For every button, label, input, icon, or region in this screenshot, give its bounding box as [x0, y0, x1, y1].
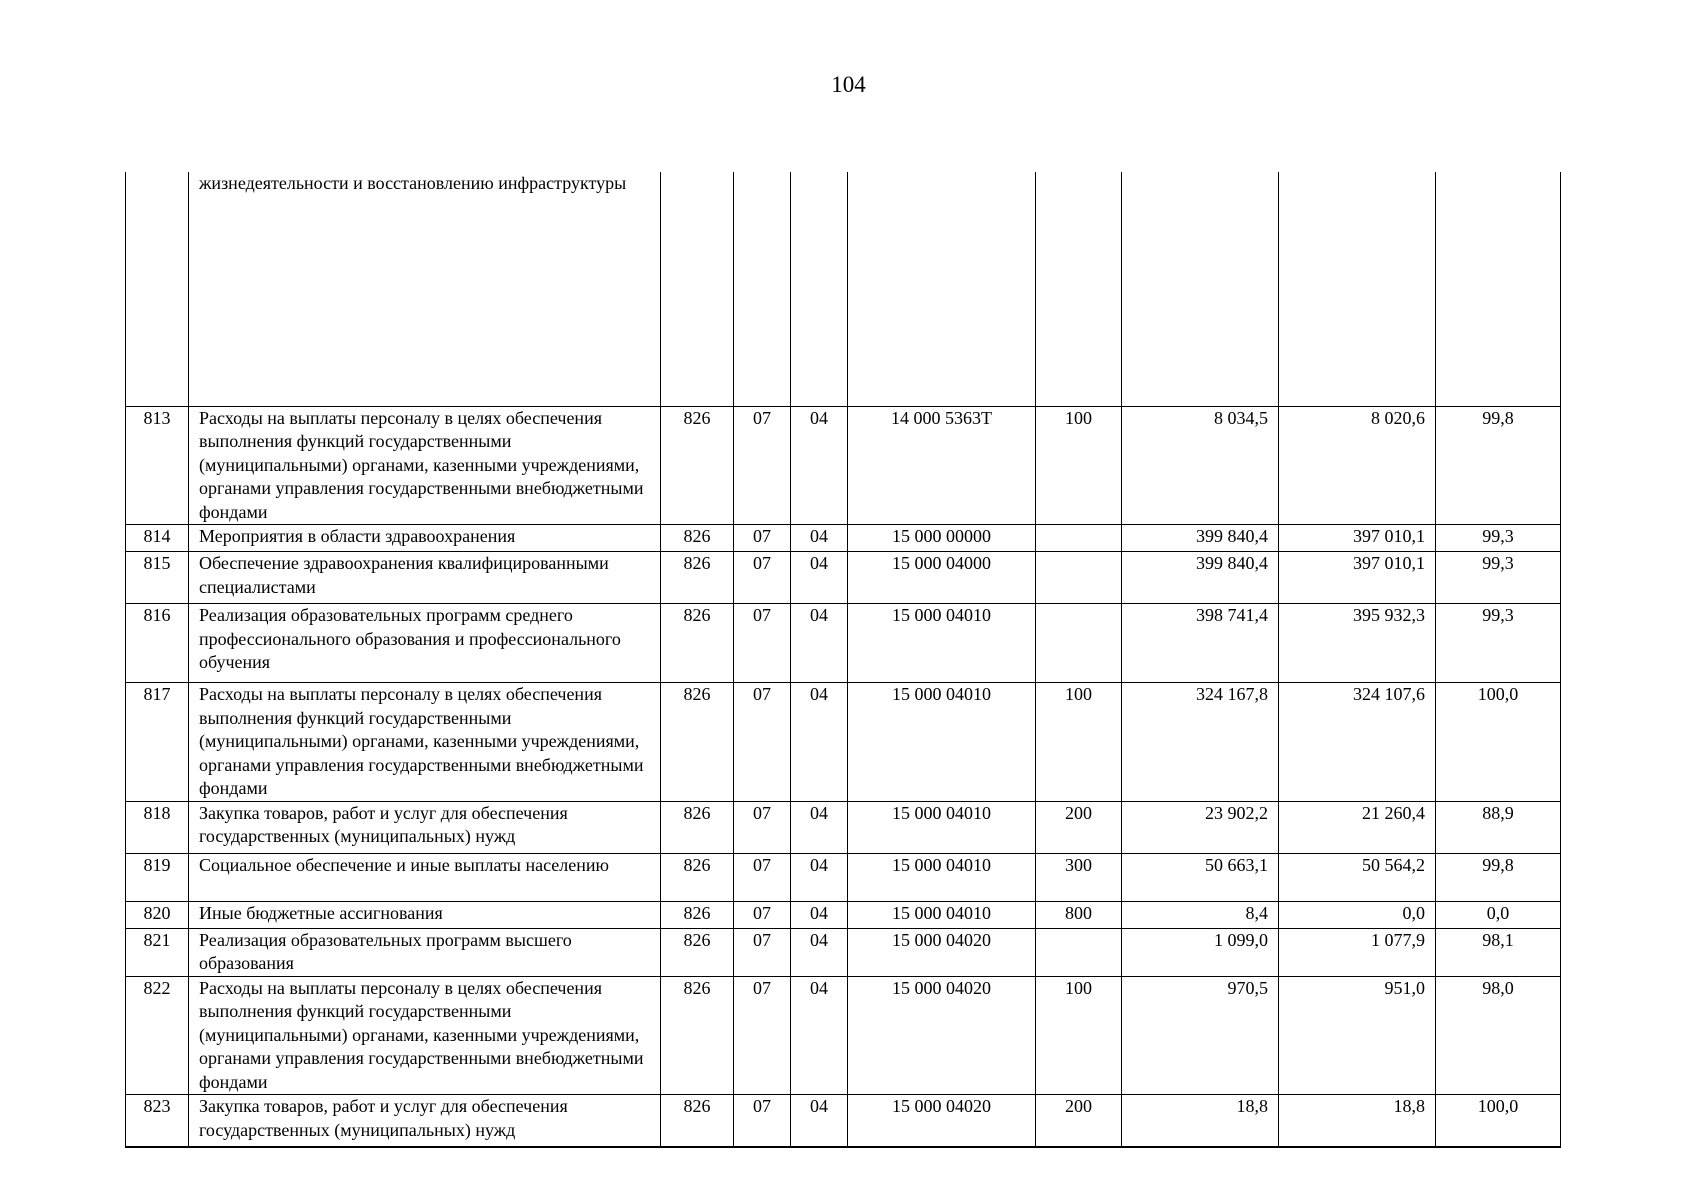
fact-amount-cell: 324 107,6	[1279, 683, 1436, 802]
row-name-cell: Закупка товаров, работ и услуг для обеспечения государственных (муниципальных) нужд	[189, 1095, 661, 1147]
plan-amount-cell: 1 099,0	[1122, 928, 1279, 976]
row-number-cell	[126, 172, 189, 406]
grbs-cell: 826	[661, 901, 734, 928]
plan-amount-cell: 8 034,5	[1122, 406, 1279, 525]
percent-cell: 99,3	[1436, 552, 1561, 604]
row-name-cell: Реализация образовательных программ высшего образования	[189, 928, 661, 976]
grbs-cell: 826	[661, 853, 734, 901]
section-cell: 07	[734, 552, 791, 604]
row-name-cell: Социальное обеспечение и иные выплаты населению	[189, 853, 661, 901]
target-article-cell: 15 000 04020	[848, 928, 1036, 976]
row-name-cell: Расходы на выплаты персоналу в целях обеспечения выполнения функций государственными (муниципальными) органами, казенными учреждениями, органами управления государственными внебюджетными фондами	[189, 976, 661, 1095]
subsection-cell: 04	[791, 928, 848, 976]
section-cell: 07	[734, 406, 791, 525]
percent-cell: 98,0	[1436, 976, 1561, 1095]
table-row	[126, 683, 1561, 802]
section-cell: 07	[734, 976, 791, 1095]
plan-amount-cell: 398 741,4	[1122, 604, 1279, 683]
row-number-cell: 823	[126, 1095, 189, 1147]
subsection-cell: 04	[791, 901, 848, 928]
plan-amount-cell: 324 167,8	[1122, 683, 1279, 802]
percent-cell: 99,3	[1436, 604, 1561, 683]
fact-amount-cell: 397 010,1	[1279, 552, 1436, 604]
row-number-cell: 820	[126, 901, 189, 928]
table-row	[126, 801, 1561, 853]
row-number-cell: 822	[126, 976, 189, 1095]
grbs-cell: 826	[661, 928, 734, 976]
section-cell: 07	[734, 604, 791, 683]
plan-amount-cell: 399 840,4	[1122, 525, 1279, 552]
fact-amount-cell: 50 564,2	[1279, 853, 1436, 901]
plan-amount-cell: 399 840,4	[1122, 552, 1279, 604]
fact-amount-cell: 18,8	[1279, 1095, 1436, 1147]
table-row	[126, 525, 1561, 552]
target-article-cell: 15 000 04000	[848, 552, 1036, 604]
grbs-cell: 826	[661, 1095, 734, 1147]
plan-amount-cell: 970,5	[1122, 976, 1279, 1095]
plan-amount-cell: 23 902,2	[1122, 801, 1279, 853]
row-name-cell: Закупка товаров, работ и услуг для обеспечения государственных (муниципальных) нужд	[189, 801, 661, 853]
table-row	[126, 901, 1561, 928]
expense-type-cell	[1036, 928, 1122, 976]
fact-amount-cell: 8 020,6	[1279, 406, 1436, 525]
grbs-cell: 826	[661, 406, 734, 525]
table-row	[126, 928, 1561, 976]
table-row	[126, 853, 1561, 901]
grbs-cell: 826	[661, 525, 734, 552]
grbs-cell: 826	[661, 604, 734, 683]
row-name-cell: Реализация образовательных программ среднего профессионального образования и профессионального обучения	[189, 604, 661, 683]
target-article-cell: 15 000 04010	[848, 801, 1036, 853]
budget-table	[125, 172, 1561, 1148]
percent-cell: 99,8	[1436, 853, 1561, 901]
subsection-cell: 04	[791, 1095, 848, 1147]
fact-amount-cell: 397 010,1	[1279, 525, 1436, 552]
table-row	[126, 552, 1561, 604]
percent-cell: 0,0	[1436, 901, 1561, 928]
fact-amount-cell: 1 077,9	[1279, 928, 1436, 976]
percent-cell: 99,3	[1436, 525, 1561, 552]
expense-type-cell	[1036, 604, 1122, 683]
section-cell: 07	[734, 901, 791, 928]
fact-amount-cell: 21 260,4	[1279, 801, 1436, 853]
subsection-cell: 04	[791, 552, 848, 604]
row-name-cell: Расходы на выплаты персоналу в целях обеспечения выполнения функций государственными (муниципальными) органами, казенными учреждениями, органами управления государственными внебюджетными фондами	[189, 683, 661, 802]
percent-cell: 98,1	[1436, 928, 1561, 976]
expense-type-cell: 200	[1036, 1095, 1122, 1147]
target-article-cell: 15 000 04010	[848, 901, 1036, 928]
target-article-cell: 15 000 04010	[848, 683, 1036, 802]
section-cell: 07	[734, 525, 791, 552]
expense-type-cell: 800	[1036, 901, 1122, 928]
target-article-cell: 15 000 04010	[848, 604, 1036, 683]
percent-cell: 99,8	[1436, 406, 1561, 525]
target-article-cell: 15 000 04020	[848, 976, 1036, 1095]
subsection-cell: 04	[791, 604, 848, 683]
row-number-cell: 821	[126, 928, 189, 976]
subsection-cell: 04	[791, 525, 848, 552]
table-row	[126, 1095, 1561, 1147]
row-number-cell: 814	[126, 525, 189, 552]
page-number: 104	[831, 72, 866, 97]
row-number-cell: 816	[126, 604, 189, 683]
row-name-cell: Мероприятия в области здравоохранения	[189, 525, 661, 552]
target-article-cell: 15 000 04020	[848, 1095, 1036, 1147]
table-row	[126, 604, 1561, 683]
table-row	[126, 406, 1561, 525]
section-cell: 07	[734, 853, 791, 901]
plan-amount-cell: 18,8	[1122, 1095, 1279, 1147]
section-cell: 07	[734, 928, 791, 976]
target-article-cell: 15 000 00000	[848, 525, 1036, 552]
fact-amount-cell: 951,0	[1279, 976, 1436, 1095]
row-name-cell: Обеспечение здравоохранения квалифицированными специалистами	[189, 552, 661, 604]
row-name-cell: Расходы на выплаты персоналу в целях обеспечения выполнения функций государственными (муниципальными) органами, казенными учреждениями, органами управления государственными внебюджетными фондами	[189, 406, 661, 525]
grbs-cell: 826	[661, 552, 734, 604]
target-article-cell: 15 000 04010	[848, 853, 1036, 901]
row-name-cell: Иные бюджетные ассигнования	[189, 901, 661, 928]
expense-type-cell	[1036, 552, 1122, 604]
grbs-cell: 826	[661, 683, 734, 802]
section-cell: 07	[734, 801, 791, 853]
expense-type-cell: 100	[1036, 406, 1122, 525]
percent-cell: 100,0	[1436, 1095, 1561, 1147]
expense-type-cell: 200	[1036, 801, 1122, 853]
subsection-cell: 04	[791, 976, 848, 1095]
plan-amount-cell: 50 663,1	[1122, 853, 1279, 901]
percent-cell: 88,9	[1436, 801, 1561, 853]
row-number-cell: 817	[126, 683, 189, 802]
fact-amount-cell: 395 932,3	[1279, 604, 1436, 683]
subsection-cell: 04	[791, 801, 848, 853]
row-number-cell: 818	[126, 801, 189, 853]
table-row-continued	[126, 172, 1561, 406]
section-cell: 07	[734, 1095, 791, 1147]
percent-cell: 100,0	[1436, 683, 1561, 802]
row-number-cell: 813	[126, 406, 189, 525]
expense-type-cell	[1036, 525, 1122, 552]
plan-amount-cell: 8,4	[1122, 901, 1279, 928]
target-article-cell: 14 000 5363Т	[848, 406, 1036, 525]
table-row	[126, 976, 1561, 1095]
row-number-cell: 815	[126, 552, 189, 604]
row-name-cell: жизнедеятельности и восстановлению инфраструктуры	[189, 172, 661, 406]
subsection-cell: 04	[791, 406, 848, 525]
grbs-cell: 826	[661, 976, 734, 1095]
row-number-cell: 819	[126, 853, 189, 901]
grbs-cell: 826	[661, 801, 734, 853]
subsection-cell: 04	[791, 853, 848, 901]
expense-type-cell: 100	[1036, 683, 1122, 802]
subsection-cell: 04	[791, 683, 848, 802]
expense-type-cell: 100	[1036, 976, 1122, 1095]
fact-amount-cell: 0,0	[1279, 901, 1436, 928]
expense-type-cell: 300	[1036, 853, 1122, 901]
section-cell: 07	[734, 683, 791, 802]
